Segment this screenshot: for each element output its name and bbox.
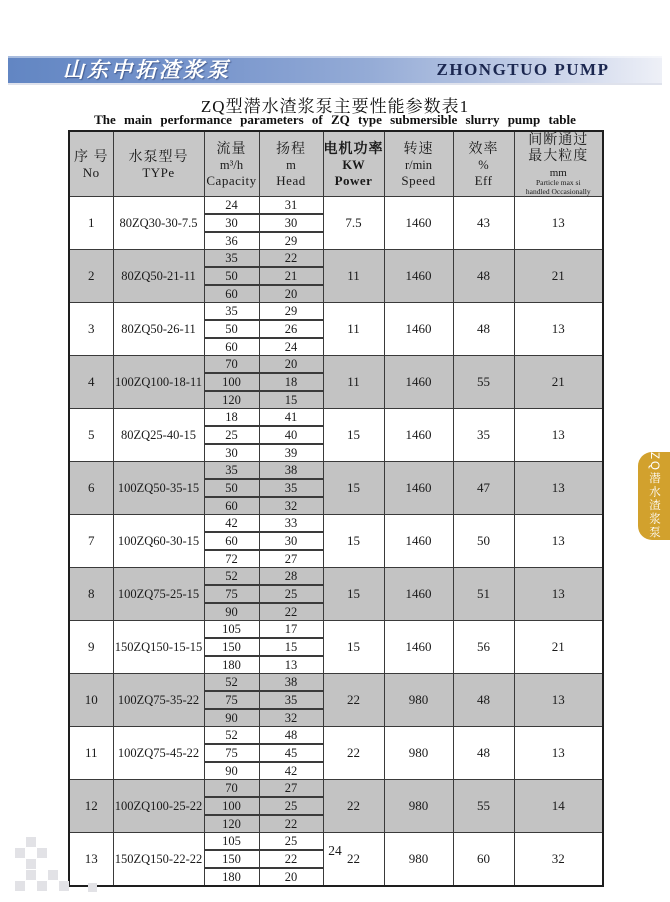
cell-capacity: 120: [204, 815, 259, 833]
cell-eff: 55: [453, 356, 514, 409]
cell-power: 11: [323, 356, 384, 409]
cell-capacity: 60: [204, 497, 259, 515]
cell-speed: 1460: [384, 621, 453, 674]
cell-capacity: 150: [204, 850, 259, 868]
cell-type: 100ZQ100-25-22: [113, 780, 204, 833]
cell-power: 22: [323, 833, 384, 887]
cell-capacity: 25: [204, 426, 259, 444]
cell-capacity: 24: [204, 197, 259, 215]
page-title-zh: ZQ型潜水渣浆泵主要性能参数表1: [200, 97, 470, 116]
cell-speed: 980: [384, 833, 453, 887]
cell-no: 4: [69, 356, 113, 409]
cell-head: 22: [259, 250, 323, 268]
cell-speed: 1460: [384, 250, 453, 303]
cell-no: 13: [69, 833, 113, 887]
header-eff: 效率 % Eff: [453, 131, 514, 197]
cell-capacity: 70: [204, 356, 259, 374]
cell-eff: 50: [453, 515, 514, 568]
cell-capacity: 42: [204, 515, 259, 533]
cell-speed: 1460: [384, 303, 453, 356]
cell-head: 40: [259, 426, 323, 444]
table-row: [69, 462, 603, 480]
cell-type: 100ZQ100-18-11: [113, 356, 204, 409]
cell-head: 15: [259, 638, 323, 656]
cell-speed: 1460: [384, 462, 453, 515]
cell-power: 22: [323, 674, 384, 727]
cell-head: 20: [259, 285, 323, 303]
cell-eff: 51: [453, 568, 514, 621]
cell-head: 13: [259, 656, 323, 674]
cell-no: 2: [69, 250, 113, 303]
cell-power: 22: [323, 727, 384, 780]
cell-capacity: 90: [204, 709, 259, 727]
cell-head: 21: [259, 267, 323, 285]
cell-no: 9: [69, 621, 113, 674]
cell-capacity: 36: [204, 232, 259, 250]
page-number: 24: [328, 843, 342, 858]
cell-speed: 1460: [384, 356, 453, 409]
cell-speed: 1460: [384, 515, 453, 568]
cell-speed: 980: [384, 780, 453, 833]
header-no: 序 号 No: [69, 131, 113, 197]
cell-head: 32: [259, 497, 323, 515]
table-row: [69, 568, 603, 586]
cell-type: 100ZQ75-35-22: [113, 674, 204, 727]
cell-power: 7.5: [323, 197, 384, 250]
cell-capacity: 60: [204, 338, 259, 356]
performance-parameters-table: [68, 130, 604, 887]
cell-speed: 1460: [384, 409, 453, 462]
cell-particle: 13: [514, 197, 603, 250]
cell-particle: 14: [514, 780, 603, 833]
cell-type: 100ZQ50-35-15: [113, 462, 204, 515]
cell-power: 11: [323, 250, 384, 303]
header-particle: 间断通过 最大粒度 mm Particle max si handled Occasionally: [514, 131, 603, 197]
cell-head: 22: [259, 815, 323, 833]
cell-particle: 13: [514, 727, 603, 780]
cell-head: 17: [259, 621, 323, 639]
cell-eff: 60: [453, 833, 514, 887]
cell-power: 15: [323, 515, 384, 568]
cell-capacity: 50: [204, 320, 259, 338]
cell-head: 35: [259, 479, 323, 497]
cell-head: 29: [259, 303, 323, 321]
cell-capacity: 90: [204, 762, 259, 780]
cell-capacity: 52: [204, 568, 259, 586]
cell-capacity: 75: [204, 744, 259, 762]
header-type: 水泵型号 TYPe: [113, 131, 204, 197]
cell-head: 38: [259, 674, 323, 692]
cell-capacity: 75: [204, 585, 259, 603]
cell-type: 150ZQ150-22-22: [113, 833, 204, 887]
cell-head: 41: [259, 409, 323, 427]
cell-type: 80ZQ30-30-7.5: [113, 197, 204, 250]
brand-bar: [8, 56, 662, 83]
table-row: [69, 409, 603, 427]
cell-head: 25: [259, 585, 323, 603]
cell-no: 5: [69, 409, 113, 462]
cell-capacity: 50: [204, 267, 259, 285]
section-side-tab-label: ZQ潜水渣浆泵: [648, 452, 660, 540]
cell-head: 30: [259, 214, 323, 232]
cell-eff: 48: [453, 674, 514, 727]
cell-capacity: 60: [204, 285, 259, 303]
pump-table-body: [69, 197, 603, 887]
cell-capacity: 35: [204, 303, 259, 321]
cell-capacity: 30: [204, 444, 259, 462]
cell-particle: 32: [514, 833, 603, 887]
cell-head: 27: [259, 780, 323, 798]
cell-head: 39: [259, 444, 323, 462]
cell-particle: 13: [514, 568, 603, 621]
cell-head: 18: [259, 373, 323, 391]
cell-particle: 21: [514, 250, 603, 303]
cell-particle: 13: [514, 462, 603, 515]
cell-head: 26: [259, 320, 323, 338]
cell-capacity: 180: [204, 656, 259, 674]
cell-head: 38: [259, 462, 323, 480]
cell-particle: 13: [514, 515, 603, 568]
cell-capacity: 52: [204, 727, 259, 745]
cell-type: 100ZQ75-45-22: [113, 727, 204, 780]
cell-head: 15: [259, 391, 323, 409]
header-head: 扬程 m Head: [259, 131, 323, 197]
cell-eff: 47: [453, 462, 514, 515]
header-capacity: 流量 m³/h Capacity: [204, 131, 259, 197]
cell-particle: 21: [514, 621, 603, 674]
cell-head: 22: [259, 603, 323, 621]
header-speed: 转速 r/min Speed: [384, 131, 453, 197]
cell-particle: 13: [514, 409, 603, 462]
brand-logo: 山东中拓渣浆泵: [63, 58, 231, 82]
cell-no: 7: [69, 515, 113, 568]
cell-type: 100ZQ75-25-15: [113, 568, 204, 621]
table-row: [69, 250, 603, 268]
cell-capacity: 18: [204, 409, 259, 427]
cell-head: 25: [259, 797, 323, 815]
table-row: [69, 303, 603, 321]
cell-capacity: 52: [204, 674, 259, 692]
cell-capacity: 120: [204, 391, 259, 409]
cell-particle: 21: [514, 356, 603, 409]
cell-capacity: 180: [204, 868, 259, 886]
cell-capacity: 35: [204, 462, 259, 480]
cell-head: 27: [259, 550, 323, 568]
table-header-row: [69, 131, 603, 197]
table-row: [69, 780, 603, 798]
cell-capacity: 105: [204, 833, 259, 851]
section-side-tab: [638, 452, 670, 540]
table-row: [69, 515, 603, 533]
brand-company-name: ZHONGTUO PUMP: [436, 60, 610, 79]
cell-speed: 1460: [384, 197, 453, 250]
cell-head: 30: [259, 532, 323, 550]
cell-no: 1: [69, 197, 113, 250]
cell-power: 22: [323, 780, 384, 833]
cell-head: 48: [259, 727, 323, 745]
cell-eff: 55: [453, 780, 514, 833]
cell-power: 15: [323, 568, 384, 621]
cell-eff: 48: [453, 250, 514, 303]
cell-head: 42: [259, 762, 323, 780]
pixel-squares-decoration: [8, 834, 118, 898]
cell-capacity: 90: [204, 603, 259, 621]
cell-type: 80ZQ50-21-11: [113, 250, 204, 303]
cell-type: 100ZQ60-30-15: [113, 515, 204, 568]
header-power: 电机功率 KW Power: [323, 131, 384, 197]
cell-head: 45: [259, 744, 323, 762]
cell-type: 150ZQ150-15-15: [113, 621, 204, 674]
cell-head: 28: [259, 568, 323, 586]
cell-no: 12: [69, 780, 113, 833]
cell-particle: 13: [514, 303, 603, 356]
table-row: [69, 727, 603, 745]
page-title-en: The main performance parameters of ZQ type submersible slurry pump table: [94, 112, 576, 127]
cell-capacity: 70: [204, 780, 259, 798]
table-row: [69, 197, 603, 215]
table-row: [69, 356, 603, 374]
cell-eff: 35: [453, 409, 514, 462]
cell-capacity: 150: [204, 638, 259, 656]
cell-head: 31: [259, 197, 323, 215]
cell-capacity: 60: [204, 532, 259, 550]
cell-speed: 980: [384, 674, 453, 727]
table-row: [69, 621, 603, 639]
cell-eff: 43: [453, 197, 514, 250]
cell-speed: 980: [384, 727, 453, 780]
cell-capacity: 35: [204, 250, 259, 268]
cell-capacity: 30: [204, 214, 259, 232]
cell-no: 11: [69, 727, 113, 780]
cell-head: 33: [259, 515, 323, 533]
cell-capacity: 100: [204, 373, 259, 391]
cell-power: 15: [323, 621, 384, 674]
cell-head: 24: [259, 338, 323, 356]
cell-no: 6: [69, 462, 113, 515]
cell-head: 32: [259, 709, 323, 727]
cell-particle: 13: [514, 674, 603, 727]
cell-head: 25: [259, 833, 323, 851]
cell-capacity: 105: [204, 621, 259, 639]
cell-capacity: 100: [204, 797, 259, 815]
cell-type: 80ZQ50-26-11: [113, 303, 204, 356]
table-row: [69, 674, 603, 692]
cell-type: 80ZQ25-40-15: [113, 409, 204, 462]
cell-head: 35: [259, 691, 323, 709]
cell-eff: 48: [453, 727, 514, 780]
cell-no: 8: [69, 568, 113, 621]
cell-no: 3: [69, 303, 113, 356]
cell-head: 20: [259, 868, 323, 886]
cell-eff: 48: [453, 303, 514, 356]
cell-no: 10: [69, 674, 113, 727]
cell-power: 15: [323, 409, 384, 462]
cell-capacity: 72: [204, 550, 259, 568]
cell-power: 11: [323, 303, 384, 356]
cell-head: 20: [259, 356, 323, 374]
cell-capacity: 50: [204, 479, 259, 497]
cell-power: 15: [323, 462, 384, 515]
cell-speed: 1460: [384, 568, 453, 621]
cell-eff: 56: [453, 621, 514, 674]
cell-capacity: 75: [204, 691, 259, 709]
cell-head: 29: [259, 232, 323, 250]
cell-head: 22: [259, 850, 323, 868]
